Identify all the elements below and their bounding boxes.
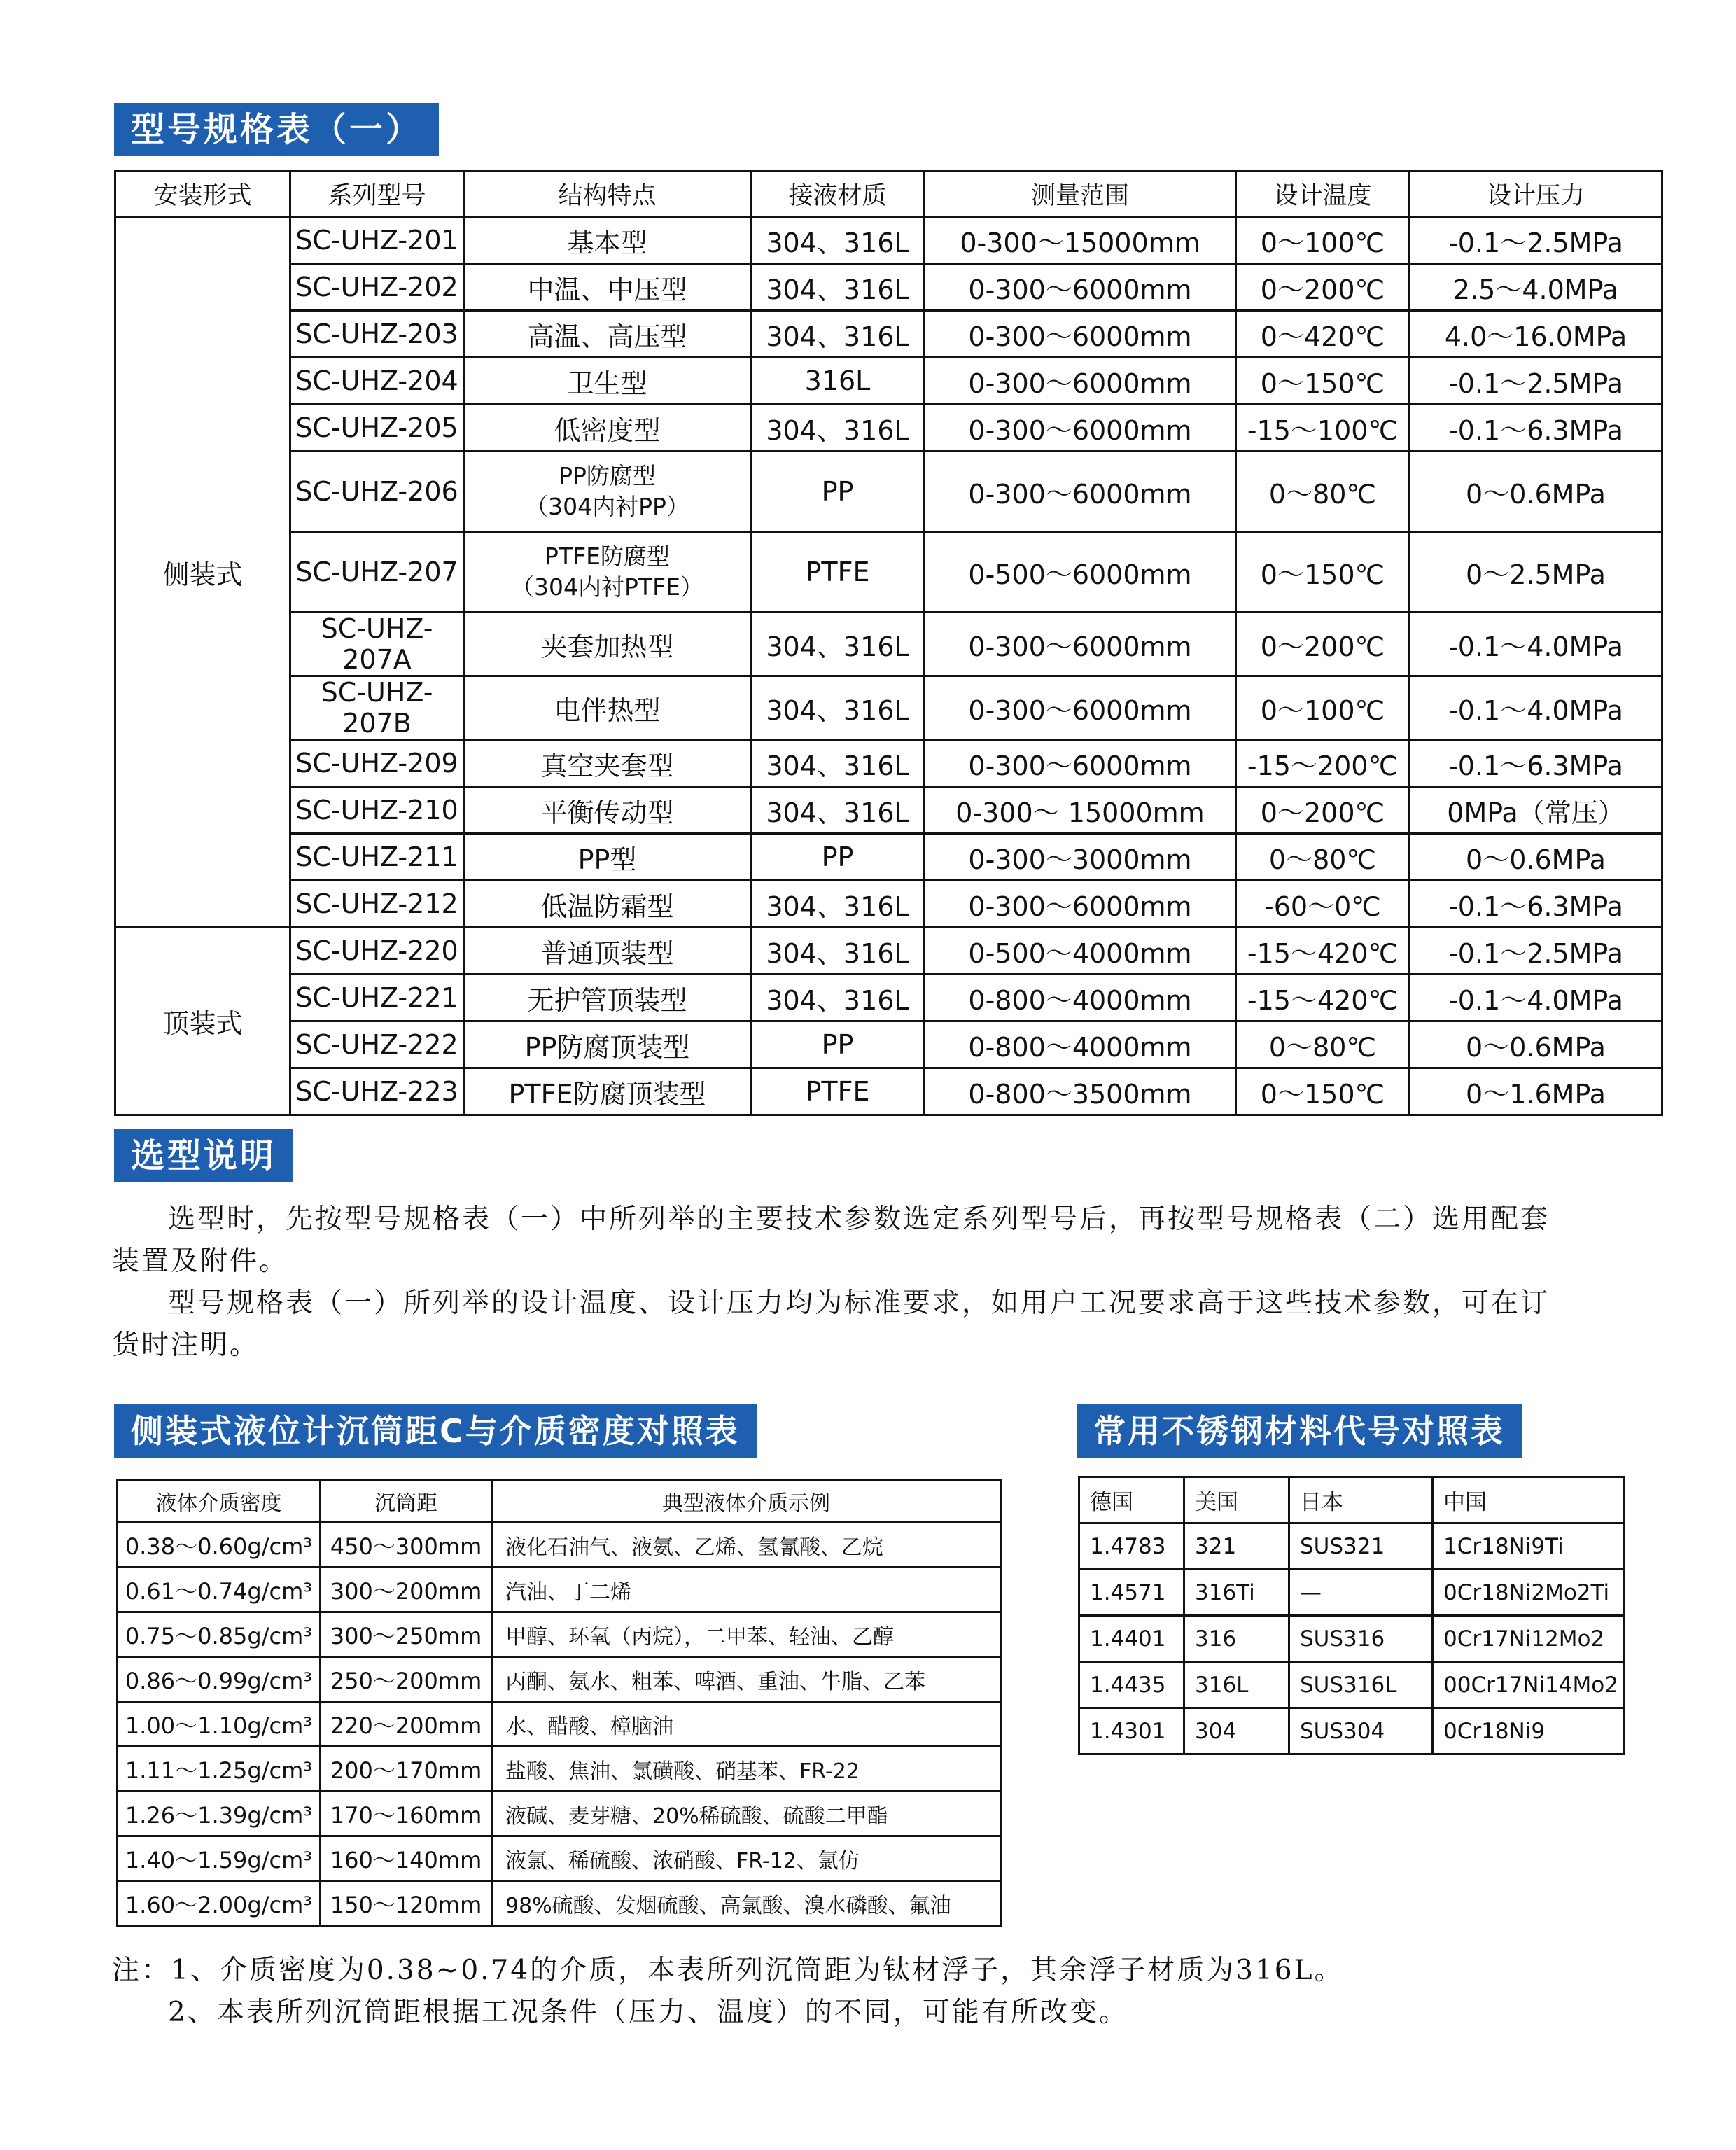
range-cell: 0-300～6000mm [925, 358, 1236, 405]
distance-cell: 300～250mm [321, 1612, 492, 1657]
col-header-germany: 德国 [1079, 1477, 1184, 1523]
material-cell: 304、316L [751, 740, 925, 787]
table-row [115, 928, 1662, 975]
model-cell: SC-UHZ-210 [290, 787, 464, 834]
temp-cell: -15～420℃ [1236, 928, 1410, 975]
feature-cell: PP防腐顶装型 [464, 1021, 751, 1068]
temp-cell: -15～200℃ [1236, 740, 1410, 787]
distance-cell: 160～140mm [321, 1836, 492, 1881]
density-cell: 0.61～0.74g/cm³ [118, 1568, 321, 1612]
table-row [115, 975, 1662, 1021]
material-cell: PP [751, 452, 925, 532]
material-cell: 304、316L [751, 975, 925, 1021]
usa-code-cell: 316Ti [1184, 1570, 1289, 1616]
pressure-cell: -0.1～6.3MPa [1410, 740, 1662, 787]
feature-cell: 低温防霜型 [464, 881, 751, 928]
feature-cell: 普通顶装型 [464, 928, 751, 975]
examples-cell: 水、醋酸、樟脑油 [492, 1702, 1001, 1747]
table-row [115, 217, 1662, 264]
col-header-feature: 结构特点 [464, 172, 751, 217]
examples-cell: 液氯、稀硫酸、浓硝酸、FR-12、氯仿 [492, 1836, 1001, 1881]
temp-cell: -60～0℃ [1236, 881, 1410, 928]
temp-cell: 0～80℃ [1236, 834, 1410, 881]
table-row [115, 311, 1662, 358]
selection-paragraph-1 [112, 1199, 1652, 1283]
temp-cell: 0～100℃ [1236, 676, 1410, 740]
col-header-china: 中国 [1433, 1477, 1624, 1523]
range-cell: 0-300～6000mm [925, 613, 1236, 676]
range-cell: 0-300～3000mm [925, 834, 1236, 881]
feature-cell [464, 452, 751, 532]
table-row [115, 787, 1662, 834]
model-cell: SC-UHZ-207A [290, 613, 464, 676]
temp-cell: 0～150℃ [1236, 358, 1410, 405]
table-row [118, 1702, 1001, 1747]
feature-cell: 低密度型 [464, 405, 751, 452]
range-cell: 0-800～4000mm [925, 1021, 1236, 1068]
temp-cell: -15～420℃ [1236, 975, 1410, 1021]
note-2: 2、本表所列沉筒距根据工况条件（压力、温度）的不同，可能有所改变。 [168, 1997, 1128, 2028]
japan-code-cell: SUS321 [1289, 1523, 1433, 1570]
table-row [118, 1836, 1001, 1881]
table-row [118, 1523, 1001, 1568]
pressure-cell: -0.1～2.5MPa [1410, 358, 1662, 405]
feature-cell: 卫生型 [464, 358, 751, 405]
temp-cell: 0～150℃ [1236, 1068, 1410, 1115]
feature-sub: （304内衬PTFE） [511, 573, 704, 601]
feature-sub: （304内衬PP） [525, 493, 690, 520]
pressure-cell: 0～1.6MPa [1410, 1068, 1662, 1115]
density-cell: 0.75～0.85g/cm³ [118, 1612, 321, 1657]
range-cell: 0-500～6000mm [925, 532, 1236, 613]
table-row [115, 452, 1662, 532]
table-row [115, 834, 1662, 881]
distance-cell: 170～160mm [321, 1792, 492, 1836]
install-group-side: 侧装式 [115, 217, 290, 928]
density-cell: 1.60～2.00g/cm³ [118, 1881, 321, 1926]
table-row [1079, 1662, 1624, 1708]
pressure-cell: -0.1～4.0MPa [1410, 975, 1662, 1021]
material-cell: 304、316L [751, 928, 925, 975]
pressure-cell: 0～0.6MPa [1410, 1021, 1662, 1068]
density-cell: 1.26～1.39g/cm³ [118, 1792, 321, 1836]
selection-paragraph-2 [112, 1283, 1652, 1367]
range-cell: 0-300～ 15000mm [925, 787, 1236, 834]
table-row [118, 1657, 1001, 1702]
model-cell: SC-UHZ-203 [290, 311, 464, 358]
steel-code-table [1078, 1476, 1625, 1755]
material-cell: PP [751, 834, 925, 881]
model-cell: SC-UHZ-222 [290, 1021, 464, 1068]
range-cell: 0-500～4000mm [925, 928, 1236, 975]
feature-main: PP防腐型 [559, 462, 656, 489]
examples-cell: 甲醇、环氧（丙烷），二甲苯、轻油、乙醇 [492, 1612, 1001, 1657]
pressure-cell: -0.1～4.0MPa [1410, 676, 1662, 740]
china-code-cell: 0Cr18Ni2Mo2Ti [1433, 1570, 1624, 1616]
distance-cell: 220～200mm [321, 1702, 492, 1747]
range-cell: 0-300～6000mm [925, 405, 1236, 452]
model-cell: SC-UHZ-205 [290, 405, 464, 452]
usa-code-cell: 316 [1184, 1616, 1289, 1662]
feature-cell: 无护管顶装型 [464, 975, 751, 1021]
temp-cell: 0～80℃ [1236, 452, 1410, 532]
pressure-cell: -0.1～6.3MPa [1410, 881, 1662, 928]
material-cell: 316L [751, 358, 925, 405]
germany-code-cell: 1.4571 [1079, 1570, 1184, 1616]
range-cell: 0-300～6000mm [925, 676, 1236, 740]
japan-code-cell: SUS304 [1289, 1708, 1433, 1754]
germany-code-cell: 1.4435 [1079, 1662, 1184, 1708]
section-title-spec-table: 型号规格表（一） [114, 103, 439, 156]
model-cell: SC-UHZ-207B [290, 676, 464, 740]
china-code-cell: 1Cr18Ni9Ti [1433, 1523, 1624, 1570]
density-cell: 1.40～1.59g/cm³ [118, 1836, 321, 1881]
table-row [115, 532, 1662, 613]
table-row [1079, 1616, 1624, 1662]
examples-cell: 丙酮、氨水、粗苯、啤酒、重油、牛脂、乙苯 [492, 1657, 1001, 1702]
density-table [116, 1479, 1002, 1927]
material-cell: PTFE [751, 1068, 925, 1115]
density-cell: 1.11～1.25g/cm³ [118, 1747, 321, 1792]
pressure-cell: 4.0～16.0MPa [1410, 311, 1662, 358]
pressure-cell: 2.5～4.0MPa [1410, 264, 1662, 311]
section-title-steel-table: 常用不锈钢材料代号对照表 [1077, 1404, 1522, 1458]
pressure-cell: -0.1～4.0MPa [1410, 613, 1662, 676]
material-cell: 304、316L [751, 613, 925, 676]
table-row [115, 358, 1662, 405]
range-cell: 0-800～4000mm [925, 975, 1236, 1021]
material-cell: 304、316L [751, 787, 925, 834]
pressure-cell: -0.1～6.3MPa [1410, 405, 1662, 452]
usa-code-cell: 321 [1184, 1523, 1289, 1570]
table-row [1079, 1523, 1624, 1570]
temp-cell: 0～150℃ [1236, 532, 1410, 613]
model-cell: SC-UHZ-206 [290, 452, 464, 532]
range-cell: 0-800～3500mm [925, 1068, 1236, 1115]
model-cell: SC-UHZ-202 [290, 264, 464, 311]
model-cell: SC-UHZ-201 [290, 217, 464, 264]
spec-table-header-row [115, 172, 1662, 217]
temp-cell: 0～200℃ [1236, 264, 1410, 311]
range-cell: 0-300～6000mm [925, 881, 1236, 928]
range-cell: 0-300～6000mm [925, 264, 1236, 311]
table-row [1079, 1708, 1624, 1754]
table-row [118, 1612, 1001, 1657]
range-cell: 0-300～6000mm [925, 452, 1236, 532]
table-row [115, 740, 1662, 787]
table-row [118, 1792, 1001, 1836]
pressure-cell: 0～0.6MPa [1410, 452, 1662, 532]
table-row [115, 1021, 1662, 1068]
temp-cell: -15～100℃ [1236, 405, 1410, 452]
examples-cell: 液碱、麦芽糖、20%稀硫酸、硫酸二甲酯 [492, 1792, 1001, 1836]
density-cell: 1.00～1.10g/cm³ [118, 1702, 321, 1747]
distance-cell: 250～200mm [321, 1657, 492, 1702]
distance-cell: 450～300mm [321, 1523, 492, 1568]
model-cell: SC-UHZ-212 [290, 881, 464, 928]
table-row [115, 405, 1662, 452]
pressure-cell: 0～0.6MPa [1410, 834, 1662, 881]
feature-cell: PTFE防腐顶装型 [464, 1068, 751, 1115]
col-header-usa: 美国 [1184, 1477, 1289, 1523]
paragraph-2-line-1: 型号规格表（一）所列举的设计温度、设计压力均为标准要求，如用户工况要求高于这些技术参数，可在订 [168, 1287, 1550, 1319]
distance-cell: 200～170mm [321, 1747, 492, 1792]
feature-cell: PP型 [464, 834, 751, 881]
model-cell: SC-UHZ-207 [290, 532, 464, 613]
material-cell: 304、316L [751, 311, 925, 358]
col-header-range: 测量范围 [925, 172, 1236, 217]
range-cell: 0-300～6000mm [925, 740, 1236, 787]
distance-cell: 300～200mm [321, 1568, 492, 1612]
feature-cell: 电伴热型 [464, 676, 751, 740]
pressure-cell: -0.1～2.5MPa [1410, 928, 1662, 975]
material-cell: 304、316L [751, 881, 925, 928]
paragraph-1-line-2: 装置及附件。 [112, 1245, 289, 1277]
density-cell: 0.38～0.60g/cm³ [118, 1523, 321, 1568]
japan-code-cell: SUS316L [1289, 1662, 1433, 1708]
col-header-examples: 典型液体介质示例 [492, 1480, 1001, 1523]
usa-code-cell: 316L [1184, 1662, 1289, 1708]
temp-cell: 0～200℃ [1236, 787, 1410, 834]
col-header-model: 系列型号 [290, 172, 464, 217]
steel-table-header-row [1079, 1477, 1624, 1523]
feature-cell: 中温、中压型 [464, 264, 751, 311]
model-cell: SC-UHZ-220 [290, 928, 464, 975]
feature-cell: 平衡传动型 [464, 787, 751, 834]
examples-cell: 汽油、丁二烯 [492, 1568, 1001, 1612]
density-table-header-row [118, 1480, 1001, 1523]
table-row [118, 1747, 1001, 1792]
feature-cell: 高温、高压型 [464, 311, 751, 358]
note-1: 注：1、介质密度为0.38~0.74的介质，本表所列沉筒距为钛材浮子，其余浮子材质为316L。 [112, 1955, 1344, 1986]
material-cell: PTFE [751, 532, 925, 613]
section-title-density-table: 侧装式液位计沉筒距C与介质密度对照表 [114, 1404, 757, 1458]
table-row [1079, 1570, 1624, 1616]
model-cell: SC-UHZ-209 [290, 740, 464, 787]
temp-cell: 0～100℃ [1236, 217, 1410, 264]
table-row [118, 1568, 1001, 1612]
table-row [115, 1068, 1662, 1115]
spec-table [114, 170, 1663, 1116]
feature-cell [464, 532, 751, 613]
range-cell: 0-300～15000mm [925, 217, 1236, 264]
table-row [115, 676, 1662, 740]
china-code-cell: 0Cr17Ni12Mo2 [1433, 1616, 1624, 1662]
model-cell: SC-UHZ-223 [290, 1068, 464, 1115]
feature-cell: 夹套加热型 [464, 613, 751, 676]
examples-cell: 盐酸、焦油、氯磺酸、硝基苯、FR-22 [492, 1747, 1001, 1792]
col-header-density: 液体介质密度 [118, 1480, 321, 1523]
material-cell: PP [751, 1021, 925, 1068]
model-cell: SC-UHZ-204 [290, 358, 464, 405]
germany-code-cell: 1.4783 [1079, 1523, 1184, 1570]
table-row [118, 1881, 1001, 1926]
japan-code-cell: SUS316 [1289, 1616, 1433, 1662]
col-header-install: 安装形式 [115, 172, 290, 217]
table-row [115, 264, 1662, 311]
japan-code-cell: — [1289, 1570, 1433, 1616]
material-cell: 304、316L [751, 264, 925, 311]
model-cell: SC-UHZ-221 [290, 975, 464, 1021]
model-cell: SC-UHZ-211 [290, 834, 464, 881]
col-header-japan: 日本 [1289, 1477, 1433, 1523]
examples-cell: 98%硫酸、发烟硫酸、高氯酸、溴水磷酸、氟油 [492, 1881, 1001, 1926]
paragraph-1-line-1: 选型时，先按型号规格表（一）中所列举的主要技术参数选定系列型号后，再按型号规格表（二）选用配套 [168, 1203, 1550, 1235]
china-code-cell: 00Cr17Ni14Mo2 [1433, 1662, 1624, 1708]
table-row [115, 881, 1662, 928]
china-code-cell: 0Cr18Ni9 [1433, 1708, 1624, 1754]
col-header-pressure: 设计压力 [1410, 172, 1662, 217]
temp-cell: 0～80℃ [1236, 1021, 1410, 1068]
material-cell: 304、316L [751, 217, 925, 264]
feature-cell: 真空夹套型 [464, 740, 751, 787]
feature-main: PTFE防腐型 [545, 543, 670, 570]
col-header-temp: 设计温度 [1236, 172, 1410, 217]
germany-code-cell: 1.4401 [1079, 1616, 1184, 1662]
install-group-top: 顶装式 [115, 928, 290, 1115]
col-header-material: 接液材质 [751, 172, 925, 217]
feature-cell: 基本型 [464, 217, 751, 264]
section-title-selection-notes: 选型说明 [114, 1129, 293, 1182]
material-cell: 304、316L [751, 676, 925, 740]
table-row [115, 613, 1662, 676]
temp-cell: 0～420℃ [1236, 311, 1410, 358]
temp-cell: 0～200℃ [1236, 613, 1410, 676]
usa-code-cell: 304 [1184, 1708, 1289, 1754]
density-cell: 0.86～0.99g/cm³ [118, 1657, 321, 1702]
pressure-cell: 0MPa（常压） [1410, 787, 1662, 834]
paragraph-2-line-2: 货时注明。 [112, 1329, 260, 1361]
col-header-distance: 沉筒距 [321, 1480, 492, 1523]
range-cell: 0-300～6000mm [925, 311, 1236, 358]
germany-code-cell: 1.4301 [1079, 1708, 1184, 1754]
pressure-cell: 0～2.5MPa [1410, 532, 1662, 613]
distance-cell: 150～120mm [321, 1881, 492, 1926]
pressure-cell: -0.1～2.5MPa [1410, 217, 1662, 264]
material-cell: 304、316L [751, 405, 925, 452]
examples-cell: 液化石油气、液氨、乙烯、氢氰酸、乙烷 [492, 1523, 1001, 1568]
